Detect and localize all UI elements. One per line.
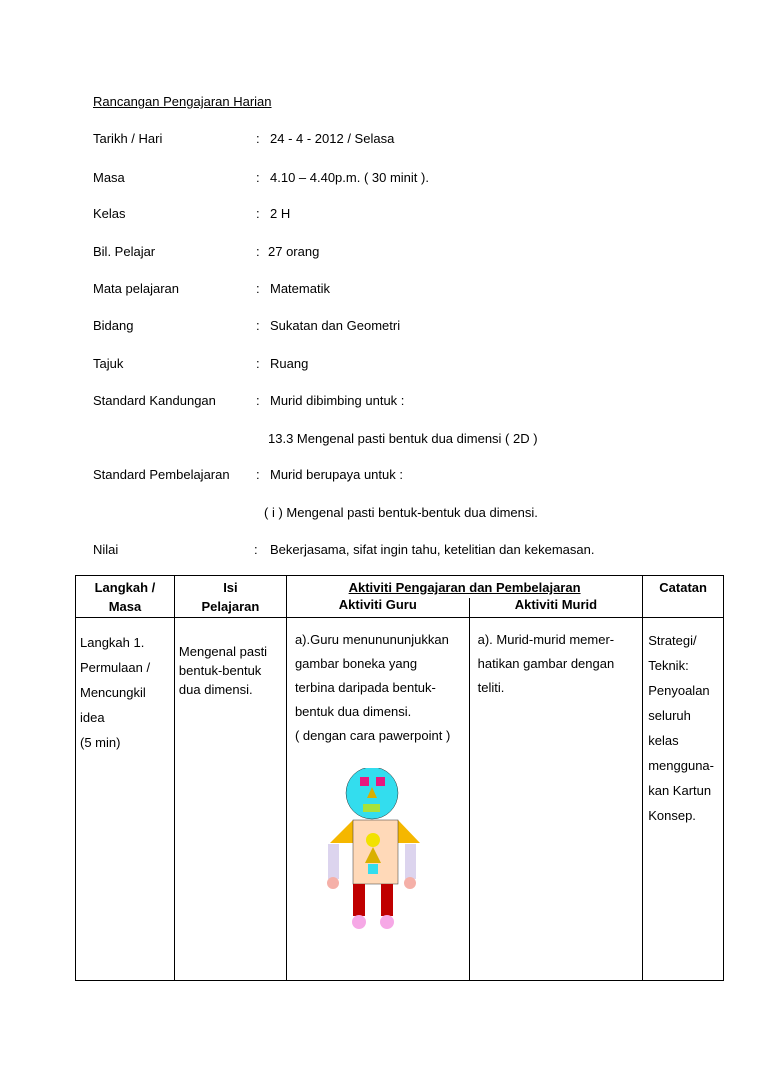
- field-row: [0, 206, 768, 222]
- cell-aktiviti-murid: [469, 618, 643, 981]
- cell-line: kan Kartun: [648, 783, 712, 798]
- header-langkah-line: Langkah /: [94, 580, 156, 595]
- field-row: [0, 431, 768, 447]
- cell-line: idea: [80, 710, 105, 725]
- field-label: Tajuk: [93, 356, 124, 371]
- field-value: Ruang: [270, 356, 309, 371]
- puppet-left-foot-circle: [352, 915, 366, 929]
- cell-line: gambar boneka yang: [294, 656, 418, 671]
- cell-line: Konsep.: [648, 808, 696, 823]
- field-value: Murid berupaya untuk :: [270, 467, 403, 482]
- cell-line: bentuk dua dimensi.: [294, 704, 412, 719]
- cell-line: Teknik:: [648, 658, 689, 673]
- field-value: 4.10 – 4.40p.m. ( 30 minit ).: [270, 170, 429, 185]
- cell-langkah: [76, 618, 175, 981]
- field-colon: :: [256, 244, 260, 259]
- field-value: 27 orang: [268, 244, 320, 259]
- cell-line: kelas: [648, 733, 679, 748]
- cell-line: Strategi/: [648, 633, 697, 648]
- field-label: Mata pelajaran: [93, 281, 179, 296]
- field-colon: :: [256, 206, 260, 221]
- cell-line: a).Guru menunununjukkan: [294, 632, 449, 647]
- field-label: Nilai: [93, 542, 119, 557]
- cell-line: mengguna-: [648, 758, 714, 773]
- field-label: Standard Pembelajaran: [93, 467, 230, 482]
- field-colon: :: [256, 318, 260, 333]
- cell-line: Permulaan /: [80, 660, 151, 675]
- field-row: [0, 131, 768, 147]
- cell-line: ( dengan cara pawerpoint ): [294, 728, 451, 743]
- puppet-right-hand-circle: [404, 877, 416, 889]
- cell-catatan: [643, 618, 724, 981]
- field-row: [0, 318, 768, 334]
- cell-line: terbina daripada bentuk-: [294, 680, 436, 695]
- field-row: [0, 393, 768, 409]
- cell-isi: [174, 618, 286, 981]
- header-isi-line: Isi: [223, 580, 238, 595]
- field-colon: :: [256, 393, 260, 408]
- puppet-left-eye-square: [360, 777, 369, 786]
- field-value: Bekerjasama, sifat ingin tahu, ketelitian dan kekemasan.: [270, 542, 595, 557]
- puppet-mouth-rectangle: [363, 804, 380, 812]
- field-row: [0, 244, 768, 260]
- puppet-left-shoulder-triangle: [330, 820, 353, 843]
- cell-line: a). Murid-murid memer-: [477, 632, 615, 647]
- header-langkah: [76, 576, 175, 618]
- field-value: Matematik: [270, 281, 330, 296]
- puppet-right-shoulder-triangle: [398, 820, 420, 843]
- field-label: Kelas: [93, 206, 126, 221]
- field-value: 24 - 4 - 2012 / Selasa: [270, 131, 395, 146]
- field-row: [0, 505, 768, 521]
- field-label: Bidang: [93, 318, 134, 333]
- field-colon: :: [256, 356, 260, 371]
- puppet-body-square: [368, 864, 378, 874]
- header-aktiviti-guru: Aktiviti Guru: [286, 598, 469, 618]
- cell-line: Langkah 1.: [80, 635, 145, 650]
- puppet-left-leg-rectangle: [353, 884, 365, 916]
- field-value: 2 H: [270, 206, 291, 221]
- cell-line: hatikan gambar dengan: [477, 656, 615, 671]
- puppet-body-circle: [366, 833, 380, 847]
- field-row: [0, 281, 768, 297]
- header-catatan: Catatan: [643, 576, 724, 618]
- field-colon: :: [256, 467, 260, 482]
- field-colon: :: [256, 131, 260, 146]
- cell-line: bentuk-bentuk: [178, 663, 262, 678]
- field-label: Masa: [93, 170, 125, 185]
- cell-line: Mengenal pasti: [178, 644, 268, 659]
- cell-line: teliti.: [477, 680, 505, 695]
- field-colon: :: [254, 542, 258, 557]
- puppet-left-hand-circle: [327, 877, 339, 889]
- puppet-right-leg-rectangle: [381, 884, 393, 916]
- shape-puppet-illustration: [320, 768, 430, 938]
- field-row: [0, 467, 768, 483]
- field-label: Bil. Pelajar: [93, 244, 156, 259]
- header-aktiviti: Aktiviti Pengajaran dan Pembelajaran: [286, 576, 642, 598]
- field-value: Murid dibimbing untuk :: [270, 393, 405, 408]
- field-value: ( i ) Mengenal pasti bentuk-bentuk dua dimensi.: [264, 505, 538, 520]
- field-row: [0, 356, 768, 372]
- cell-line: Penyoalan: [648, 683, 710, 698]
- header-aktiviti-murid: Aktiviti Murid: [469, 598, 643, 618]
- header-langkah-line: Masa: [108, 599, 142, 614]
- field-colon: :: [256, 170, 260, 185]
- field-colon: :: [256, 281, 260, 296]
- header-isi: [174, 576, 286, 618]
- puppet-right-foot-circle: [380, 915, 394, 929]
- field-label: Tarikh / Hari: [93, 131, 163, 146]
- field-value: Sukatan dan Geometri: [270, 318, 401, 333]
- page-title: Rancangan Pengajaran Harian: [93, 94, 272, 109]
- puppet-right-eye-square: [376, 777, 385, 786]
- puppet-right-arm-rectangle: [405, 844, 416, 879]
- field-label: Standard Kandungan: [93, 393, 216, 408]
- field-value: 13.3 Mengenal pasti bentuk dua dimensi ( 2D ): [268, 431, 538, 446]
- cell-line: seluruh: [648, 708, 691, 723]
- cell-line: Mencungkil: [80, 685, 146, 700]
- cell-line: (5 min): [80, 735, 121, 750]
- cell-line: dua dimensi.: [178, 682, 253, 697]
- field-row: [0, 170, 768, 186]
- puppet-left-arm-rectangle: [328, 844, 339, 879]
- header-isi-line: Pelajaran: [201, 599, 260, 614]
- field-row: [0, 542, 768, 558]
